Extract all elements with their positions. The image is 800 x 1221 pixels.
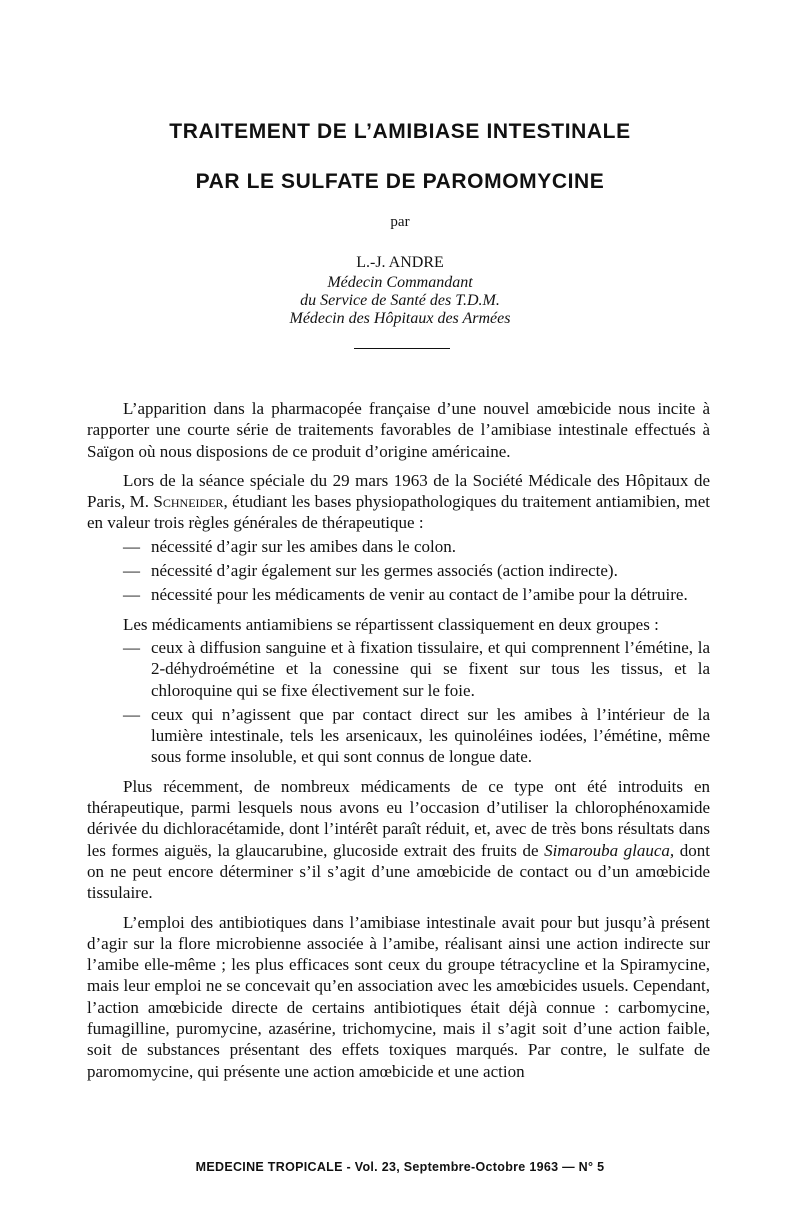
dash-mark: — <box>123 585 140 605</box>
paragraph-schneider <box>87 470 710 534</box>
affiliation-line-1: Médecin Commandant <box>327 274 473 291</box>
group-text: ceux à diffusion sanguine et à fixation tissulaire, et qui comprennent l’émétine, la 2-déhydroémétine et la conessine qui se fixent sur tous les tissus, et la chloroquine qui se fixe électivement sur le foie. <box>151 637 710 700</box>
groups-list <box>87 637 710 768</box>
article-body <box>87 398 710 1090</box>
paragraph-recent-text-a: Plus récemment, de nombreux médicaments de ce type ont été introduits en thérapeutique, parmi lesquels nous avons eu l’occasion d’utiliser la chlorophénoxamide dérivée du dichloracétamide, dont l’intérêt paraît réduit, et, avec de très bons résultats dans les formes aiguës, la glaucarubine, glucoside extrait des fruits de <box>87 776 710 860</box>
dash-mark: — <box>123 561 140 581</box>
paragraph-intro: L’apparition dans la pharmacopée française d’une nouvel amœbicide nous incite à rapporter une courte série de traitements favorables de l’amibiase intestinale effectués à Saïgon où nous disposions de ce produit d’origine américaine. <box>87 399 710 461</box>
separator-rule <box>354 348 450 349</box>
list-item <box>87 560 710 581</box>
list-item <box>87 584 710 605</box>
author-name: L.-J. ANDRE <box>356 254 444 271</box>
dash-mark: — <box>123 637 140 657</box>
list-item <box>87 704 710 768</box>
by-label: par <box>390 214 410 230</box>
dash-mark: — <box>123 536 140 556</box>
affiliation-line-2: du Service de Santé des T.D.M. <box>300 292 500 309</box>
paragraph-schneider-text-a: Lors de la séance spéciale du 29 mars 1963 de la Société Médicale des Hôpitaux de Paris, M. <box>87 470 710 512</box>
paragraph-schneider-text-b: , étudiant les bases physiopathologiques du traitement antiamibien, met en valeur trois règles générales de thérapeutique : <box>87 492 710 533</box>
rule-text: nécessité d’agir sur les amibes dans le colon. <box>151 536 456 556</box>
paragraph-recent-text-b: dont on ne peut encore déterminer s’il s’agit d’une amœbicide de contact ou d’un amœbicide tissulaire. <box>87 840 710 903</box>
rule-text: nécessité pour les médicaments de venir au contact de l’amibe pour la détruire. <box>151 585 688 605</box>
dash-mark: — <box>123 704 140 724</box>
list-item <box>87 536 710 557</box>
journal-footer: MEDECINE TROPICALE - Vol. 23, Septembre-Octobre 1963 — N° 5 <box>195 1160 605 1174</box>
title-line-2: PAR LE SULFATE DE PAROMOMYCINE <box>195 170 605 193</box>
rules-list <box>87 536 710 606</box>
affiliation-line-3: Médecin des Hôpitaux des Armées <box>289 310 511 327</box>
title-line-1: TRAITEMENT DE L’AMIBIASE INTESTINALE <box>169 120 631 143</box>
group-text: ceux qui n’agissent que par contact direct sur les amibes à l’intérieur de la lumière intestinale, tels les arsenicaux, les quinoléines iodées, l’émétine, même sous forme insoluble, et qui sont connus de longue date. <box>151 704 710 767</box>
paragraph-recent <box>87 776 710 904</box>
list-item <box>87 637 710 701</box>
rule-text: nécessité d’agir également sur les germes associés (action indirecte). <box>151 561 618 581</box>
author-name-schneider: Schneider <box>153 492 224 512</box>
paragraph-groups: Les médicaments antiamibiens se répartissent classiquement en deux groupes : <box>123 614 659 634</box>
species-name: Simarouba glauca, <box>544 840 675 860</box>
paragraph-antibiotics: L’emploi des antibiotiques dans l’amibiase intestinale avait pour but jusqu’à présent d’agir sur la flore microbienne associée à l’amibe, réalisant ainsi une action indirecte sur l’amibe elle-même ; les plus efficaces sont ceux du groupe tétracycline et la Spiramycine, mais leur emploi ne se concevait qu’en association avec les amœbicides usuels. Cependant, l’action amœbicide directe de certains antibiotiques était déjà connue : carbomycine, fumagilline, puromycine, azasérine, trichomycine, mais il s’agit soit d’une action faible, soit de substances présentant des effets toxiques marqués. Par contre, le sulfate de paromomycine, qui présente une action amœbicide et une action <box>87 912 710 1081</box>
